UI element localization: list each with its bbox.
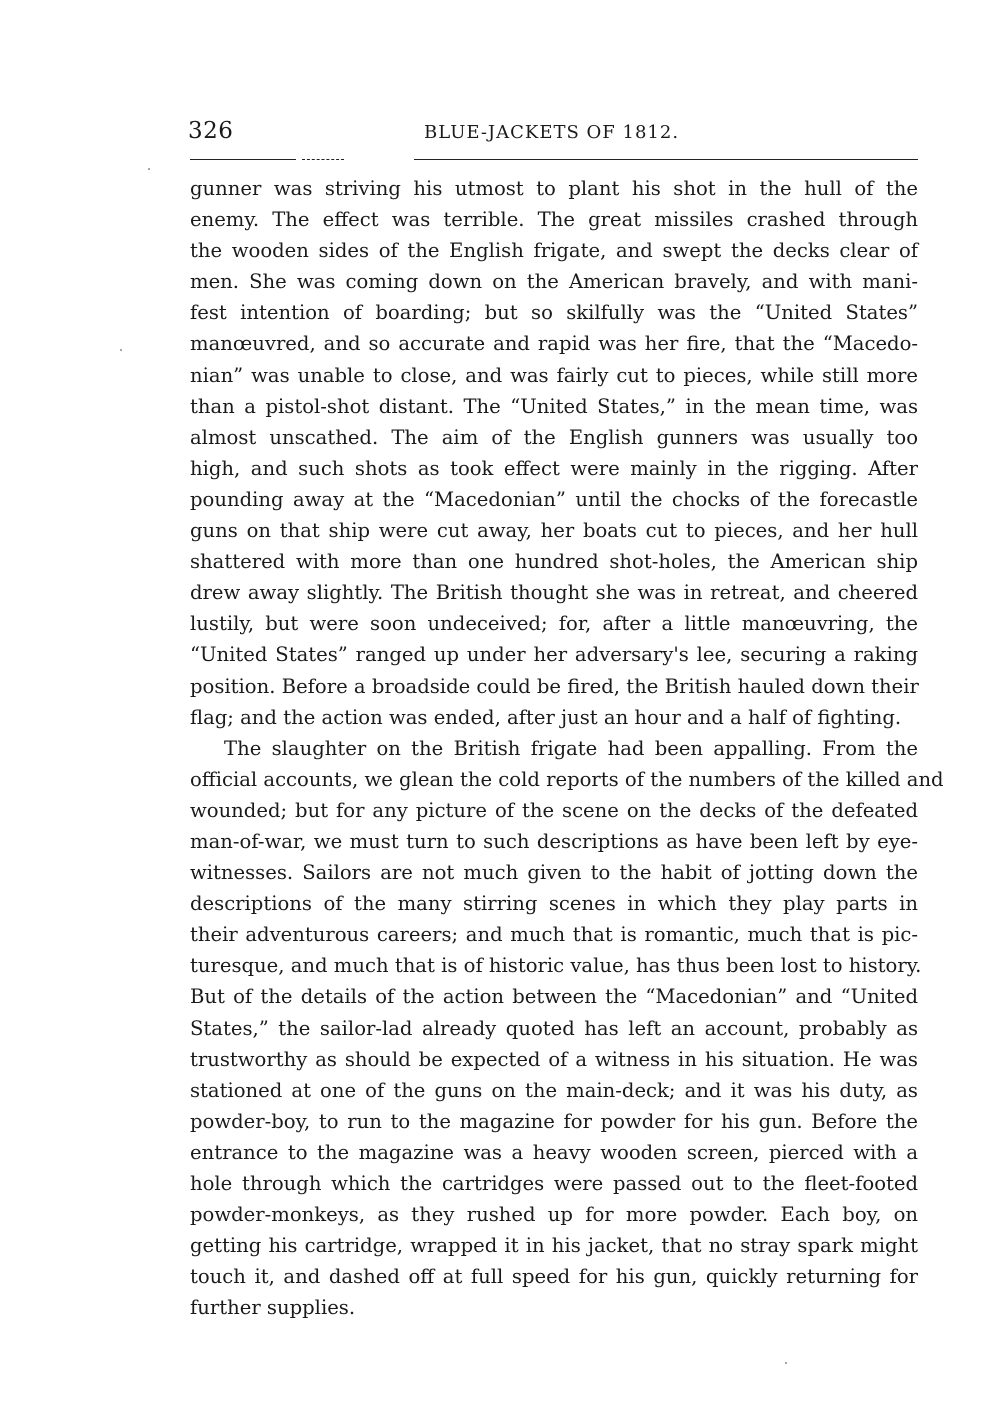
text-line: their adventurous careers; and much that is romantic, much that is pic- xyxy=(190,923,918,947)
text-line: position. Before a broadside could be fired, the British hauled down their xyxy=(190,674,919,698)
text-line: shattered with more than one hundred shot-holes, the American ship xyxy=(190,550,918,574)
scan-speck xyxy=(120,349,122,351)
text-line: But of the details of the action between the “Macedonian” and “United xyxy=(190,985,918,1009)
text-line: witnesses. Sailors are not much given to the habit of jotting down the xyxy=(190,861,918,885)
text-line: wounded; but for any picture of the scene on the decks of the defeated xyxy=(190,798,918,822)
text-line: men. She was coming down on the American bravely, and with mani- xyxy=(190,270,918,294)
text-line: lustily, but were soon undeceived; for, after a little manœuvring, the xyxy=(190,612,918,636)
text-line: fest intention of boarding; but so skilfully was the “United States” xyxy=(190,301,918,325)
text-line: descriptions of the many stirring scenes in which they play parts in xyxy=(190,892,918,916)
text-line: further supplies. xyxy=(190,1296,356,1320)
text-line: gunner was striving his utmost to plant his shot in the hull of the xyxy=(190,177,918,200)
text-line: getting his cartridge, wrapped it in his jacket, that no stray spark might xyxy=(190,1234,918,1258)
text-line: entrance to the magazine was a heavy wooden screen, pierced with a xyxy=(190,1140,918,1164)
text-line: manœuvred, and so accurate and rapid was her fire, that the “Macedo- xyxy=(190,332,918,356)
page-header xyxy=(188,118,916,154)
text-line: almost unscathed. The aim of the English gunners was usually too xyxy=(190,425,918,449)
header-rule-broken xyxy=(302,159,344,160)
body-text xyxy=(190,173,944,1323)
text-line: powder-monkeys, as they rushed up for more powder. Each boy, on xyxy=(190,1203,918,1227)
scan-speck xyxy=(148,168,150,170)
text-line: hole through which the cartridges were passed out to the fleet-footed xyxy=(190,1172,918,1195)
text-line: official accounts, we glean the cold reports of the numbers of the killed and xyxy=(190,767,944,791)
text-line: powder-boy, to run to the magazine for powder for his gun. Before the xyxy=(190,1109,918,1133)
header-rule-left xyxy=(190,159,296,160)
text-line: stationed at one of the guns on the main-deck; and it was his duty, as xyxy=(190,1078,918,1102)
text-line: enemy. The effect was terrible. The great missiles crashed through xyxy=(190,208,918,232)
header-rule-right xyxy=(414,159,918,160)
text-line: The slaughter on the British frigate had been appalling. From the xyxy=(224,736,918,760)
text-line: trustworthy as should be expected of a witness in his situation. He was xyxy=(190,1047,918,1071)
page-number: 326 xyxy=(188,118,234,144)
paragraph xyxy=(190,733,944,1324)
text-line: man-of-war, we must turn to such descriptions as have been left by eye- xyxy=(190,829,918,853)
text-line: “United States” ranged up under her adversary's lee, securing a raking xyxy=(190,643,918,667)
scan-speck xyxy=(785,1362,787,1364)
text-line: turesque, and much that is of historic value, has thus been lost to history. xyxy=(190,954,922,978)
running-head: BLUE-JACKETS OF 1812. xyxy=(424,122,680,143)
text-line: than a pistol-shot distant. The “United States,” in the mean time, was xyxy=(190,394,918,418)
text-line: high, and such shots as took effect were mainly in the rigging. After xyxy=(190,456,918,480)
text-line: the wooden sides of the English frigate, and swept the decks clear of xyxy=(190,239,918,263)
text-line: touch it, and dashed off at full speed for his gun, quickly returning for xyxy=(190,1265,918,1289)
text-line: flag; and the action was ended, after just an hour and a half of fighting. xyxy=(190,705,902,729)
text-line: States,” the sailor-lad already quoted has left an account, probably as xyxy=(190,1016,918,1040)
paragraph xyxy=(190,173,918,733)
text-line: guns on that ship were cut away, her boats cut to pieces, and her hull xyxy=(190,519,918,543)
text-line: nian” was unable to close, and was fairly cut to pieces, while still more xyxy=(190,363,918,387)
text-line: drew away slightly. The British thought she was in retreat, and cheered xyxy=(190,581,918,605)
text-line: pounding away at the “Macedonian” until the chocks of the forecastle xyxy=(190,487,918,511)
